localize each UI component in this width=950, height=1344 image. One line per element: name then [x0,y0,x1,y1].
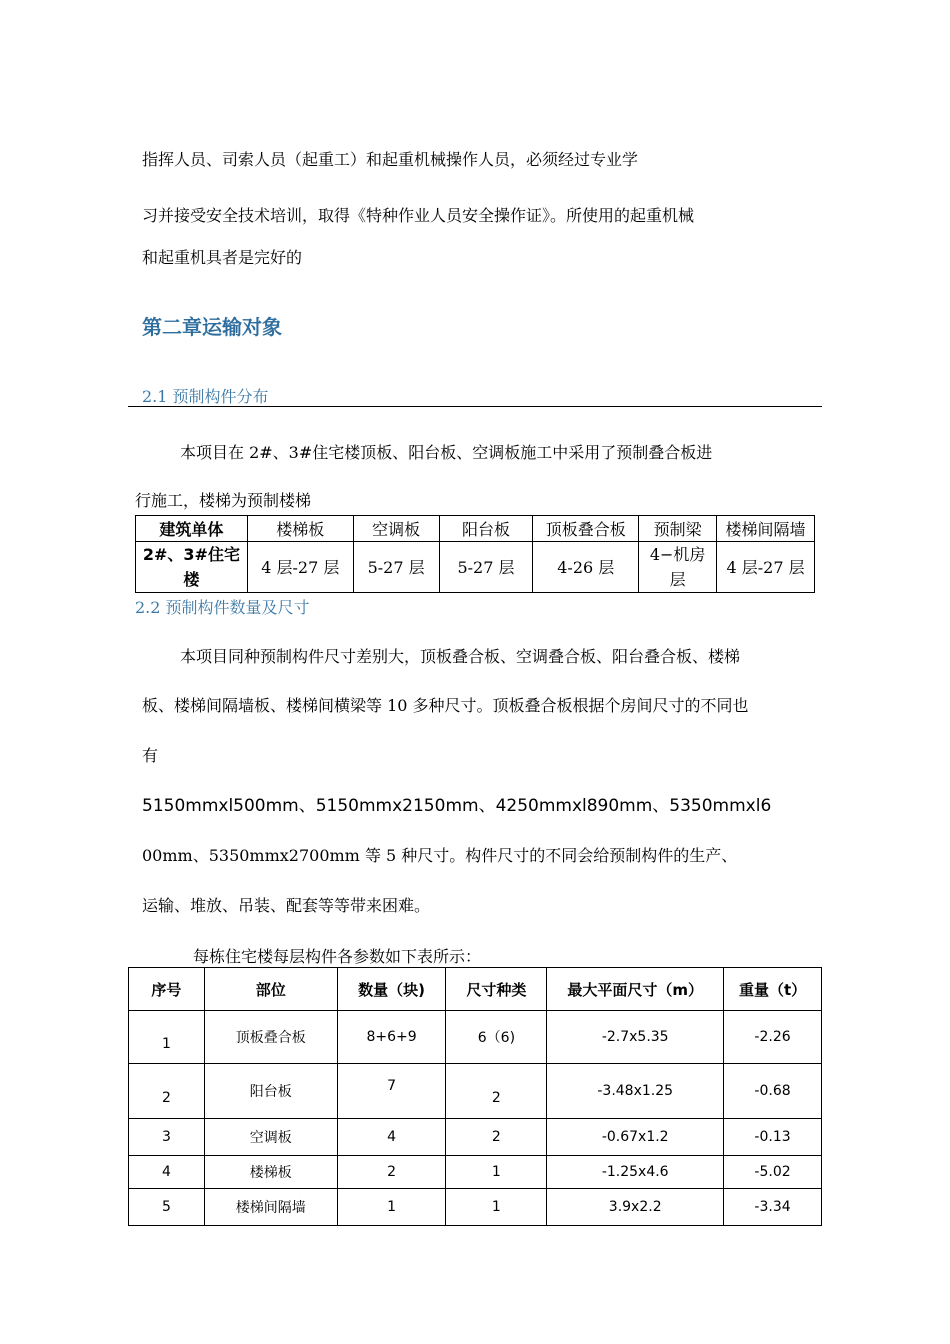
section-2-para-line-2: 板、楼梯间隔墙板、楼梯间横梁等 10 多种尺寸。顶板叠合板根据个房间尺寸的不同也 [142,696,749,715]
table-cell: 6（6) [446,1011,547,1064]
table-header-cell: 楼梯间隔墙 [717,516,815,542]
table-cell: 5-27 层 [439,542,533,593]
section-divider [128,406,822,407]
section-1-para-line-1: 本项目在 2#、3#住宅楼顶板、阳台板、空调板施工中采用了预制叠合板进 [180,443,713,462]
table-row [129,1011,822,1064]
table-header-cell: 空调板 [353,516,439,542]
section-2-para-line-4: 5150mmxl500mm、5150mmx2150mm、4250mmxl890mm、5350mmxl6 [142,796,772,816]
table-header-row [129,968,822,1011]
table-header-cell: 最大平面尺寸（m） [547,968,724,1011]
table-cell: 楼梯板 [204,1156,337,1189]
table-cell: -2.7x5.35 [547,1011,724,1064]
table-cell: -3.48x1.25 [547,1064,724,1119]
table-2-intro: 每栋住宅楼每层构件各参数如下表所示： [193,947,482,966]
table-cell: 2 [337,1156,446,1189]
distribution-table [135,515,815,593]
table-row [129,1189,822,1226]
table-cell: 3 [129,1119,205,1156]
table-cell: 1 [446,1156,547,1189]
table-row [129,1119,822,1156]
table-cell: 空调板 [204,1119,337,1156]
table-cell: 4-26 层 [533,542,639,593]
intro-line-3: 和起重机具者是完好的 [142,248,303,267]
table-cell: 4 [129,1156,205,1189]
table-cell: 8+6+9 [337,1011,446,1064]
table-cell: 4−机房层 [639,542,717,593]
section-2-title: 2.2 预制构件数量及尺寸 [135,598,310,617]
table-cell: 楼梯间隔墙 [204,1189,337,1226]
section-2-para-line-3: 有 [142,746,159,765]
table-header-cell: 数量（块) [337,968,446,1011]
parameters-table [128,967,822,1226]
table-row [136,542,815,593]
table-cell: 2 [129,1064,205,1119]
table-cell: 7 [337,1064,446,1119]
intro-line-1: 指挥人员、司索人员（起重工）和起重机械操作人员，必须经过专业学 [142,150,639,169]
table-header-cell: 楼梯板 [247,516,353,542]
table-cell: 顶板叠合板 [204,1011,337,1064]
section-1-para-line-2: 行施工，楼梯为预制楼梯 [135,491,312,510]
table-cell: 4 层-27 层 [247,542,353,593]
table-header-cell: 尺寸种类 [446,968,547,1011]
table-cell: 1 [129,1011,205,1064]
chapter-title: 第二章运输对象 [142,315,282,339]
intro-line-2: 习并接受安全技术培训，取得《特种作业人员安全操作证》。所使用的起重机械 [142,206,695,225]
table-header-cell: 重量（t） [724,968,822,1011]
table-cell: 3.9x2.2 [547,1189,724,1226]
table-cell: 4 [337,1119,446,1156]
table-header-row [136,516,815,542]
table-cell: 2 [446,1064,547,1119]
table-cell: 5-27 层 [353,542,439,593]
table-row [129,1156,822,1189]
table-cell: -2.26 [724,1011,822,1064]
table-cell: -0.13 [724,1119,822,1156]
table-cell: 2#、3#住宅楼 [136,542,248,593]
table-cell: 4 层-27 层 [717,542,815,593]
table-cell: -3.34 [724,1189,822,1226]
table-header-cell: 顶板叠合板 [533,516,639,542]
section-2-para-line-5: 00mm、5350mmx2700mm 等 5 种尺寸。构件尺寸的不同会给预制构件的生产、 [142,846,738,865]
table-cell: -5.02 [724,1156,822,1189]
table-cell: 2 [446,1119,547,1156]
table-header-cell: 阳台板 [439,516,533,542]
table-cell: -1.25x4.6 [547,1156,724,1189]
table-cell: 5 [129,1189,205,1226]
table-header-cell: 建筑单体 [136,516,248,542]
section-2-para-line-1: 本项目同种预制构件尺寸差别大，顶板叠合板、空调叠合板、阳台叠合板、楼梯 [180,647,741,666]
table-cell: 1 [337,1189,446,1226]
table-header-cell: 预制梁 [639,516,717,542]
section-1-title: 2.1 预制构件分布 [142,387,269,406]
table-header-cell: 序号 [129,968,205,1011]
section-2-para-line-6: 运输、堆放、吊装、配套等等带来困难。 [142,896,431,915]
parameters-table-wrapper [128,967,822,1216]
table-cell: 阳台板 [204,1064,337,1119]
table-cell: 1 [446,1189,547,1226]
table-row [129,1064,822,1119]
table-header-cell: 部位 [204,968,337,1011]
table-cell: -0.67x1.2 [547,1119,724,1156]
table-cell: -0.68 [724,1064,822,1119]
